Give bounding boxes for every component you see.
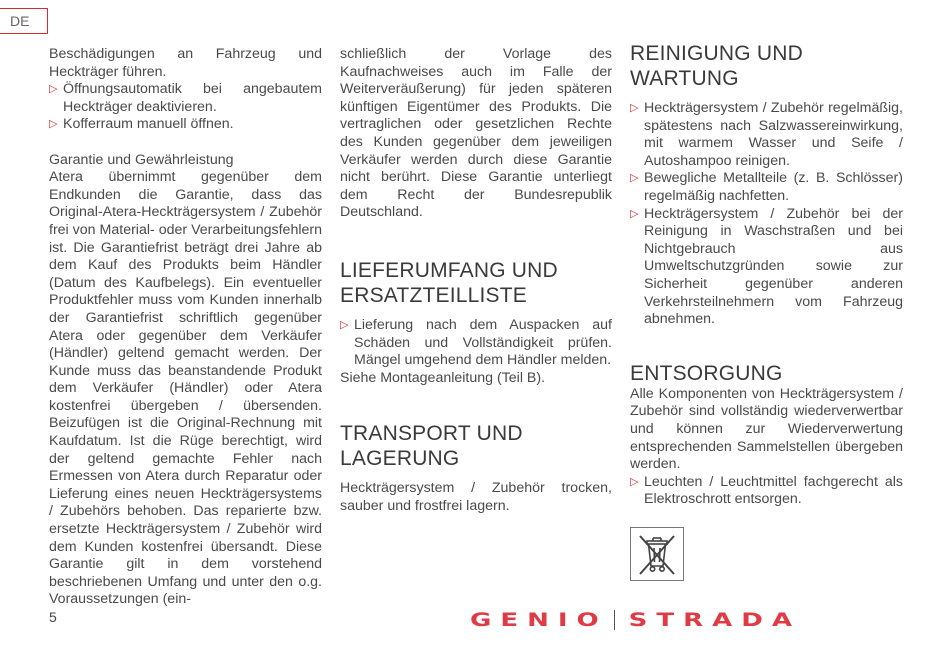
safety-bullet-list [49,81,322,134]
list-item: ▷ Öffnungsautomatik bei angebautem Heckträger deaktivieren. [49,81,322,115]
scope-bullet-list [340,317,612,370]
triangle-right-icon: ▷ [630,102,639,114]
cleaning-bullet-list [630,100,903,329]
triangle-right-icon: ▷ [630,475,639,488]
list-item: ▷ Kofferraum manuell öffnen. [49,116,234,133]
logo-strada: STRADA [628,609,801,631]
triangle-right-icon: ▷ [630,207,639,220]
page-number: 5 [49,609,57,625]
disposal-heading: ENTSORGUNG [630,361,783,385]
transport-heading: TRANSPORT UND LAGERUNG [340,422,523,471]
triangle-right-icon: ▷ [49,83,58,96]
logo-divider [614,610,615,630]
language-tab: DE [0,8,48,34]
triangle-right-icon: ▷ [630,172,639,185]
disposal-text: Alle Komponenten von Heckträgersystem / Zubehör sind vollständig wiederverwertbar und können zur Wiederverwertung entsprechenden Sammelstellen übergeben werden. [630,385,903,473]
list-item: ▷ Lieferung nach dem Auspacken auf Schäden und Vollständigkeit prüfen. Mängel umgehend dem Händler melden. [340,316,612,369]
scope-heading: LIEFERUMFANG UND ERSATZTEILLISTE [340,258,558,307]
brand-logo [470,608,902,632]
triangle-right-icon: ▷ [340,318,349,331]
triangle-right-icon: ▷ [49,118,58,131]
disposal-bullet-list [630,474,903,509]
scope-note: Siehe Montageanleitung (Teil B). [340,369,546,386]
guarantee-text: Atera übernimmt gegenüber dem Endkunden die Garantie, dass das Original-Atera-Heckträgersystem / Zubehör frei von Material- oder Verarbeitungsfehlern ist. Die Garantiefrist beträgt drei Jahre ab dem Kauf des Produkts beim Händler (Datum des Kaufbelegs). Ein eventueller Produktfehler muss vom Kunden innerhalb der Garantiefrist schriftlich gegenüber Atera oder gegenüber dem Verkäufer (Händler) geltend gemacht werden. Der Kunde muss das beanstandende Produkt dem Verkäufer (Händler) oder Atera kostenfrei übergeben / übersenden. Beizufügen ist die Original-Rechnung mit Kaufdatum. Ist die Rüge berechtigt, wird der geltend gemachte Fehler nach Ermessen von Atera durch Reparatur oder Lieferung eines neuen Heckträgersystems / Zubehörs behoben. Das reparierte bzw. ersetzte Heckträgersystem / Zubehör wird dem Kunden kostenfrei übersandt. Diese Garantie gilt in dem vorstehend beschriebenen Umfang und unter den o.g. Voraussetzungen (ein- [49,169,322,608]
list-item: ▷ Heckträgersystem / Zubehör regelmäßig, spätestens nach Salzwassereinwirkung, mit warmem Wasser und Seife / Autoshampoo reinigen. [630,100,903,169]
transport-text: Heckträgersystem / Zubehör trocken, sauber und frostfrei lagern. [340,480,612,514]
column-1 [49,46,322,609]
column-2 [340,46,612,516]
list-item: ▷ Heckträgersystem / Zubehör bei der Reinigung in Waschstraßen und bei Nichtgebrauch aus Umweltschutzgründen sowie zur Sicherheit gegenüber anderen Verkehrsteilnehmern vom Fahrzeug abnehmen. [630,205,903,328]
intro-text: Beschädigungen an Fahrzeug und Heckträger führen. [49,46,322,80]
list-item: ▷ Leuchten / Leuchtmittel fachgerecht als Elektroschrott entsorgen. [630,473,903,508]
crossed-bin-icon [630,527,684,581]
list-item: ▷ Bewegliche Metallteile (z. B. Schlösser) regelmäßig nachfetten. [630,170,903,204]
guarantee-continued-text: schließlich der Vorlage des Kaufnachweises auch im Falle der Weiterveräußerung) für jeden späteren künftigen Eigentümer des Produkts. Die vertraglichen oder gesetzlichen Rechte des Kunden gegenüber dem jeweiligen Verkäufer werden durch diese Garantie nicht berührt. Diese Garantie unterliegt dem Recht der Bundesrepublik Deutschland. [340,46,612,221]
logo-genio: GENIO [470,609,608,631]
cleaning-heading: REINIGUNG UND WARTUNG [630,42,803,90]
guarantee-heading: Garantie und Gewährleistung [49,151,234,168]
column-3 [630,41,903,581]
